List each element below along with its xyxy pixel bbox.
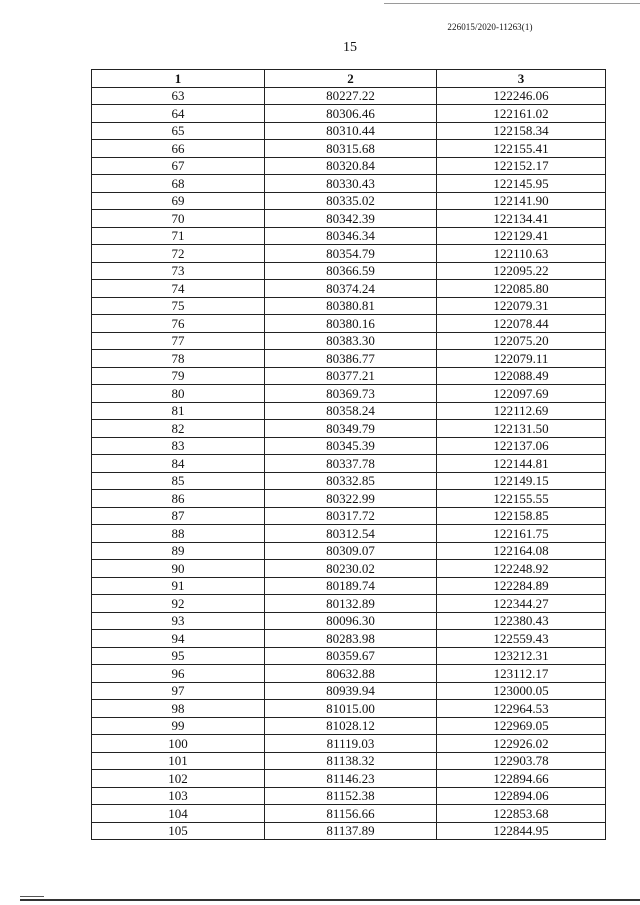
y-coordinate-cell: 122085.80	[437, 280, 606, 298]
y-coordinate-cell: 122248.92	[437, 560, 606, 578]
point-number-cell: 74	[92, 280, 265, 298]
y-coordinate-cell: 123000.05	[437, 682, 606, 700]
x-coordinate-cell: 81015.00	[265, 700, 437, 718]
table-row	[92, 245, 606, 263]
table-row	[92, 227, 606, 245]
table-row	[92, 157, 606, 175]
table-row	[92, 280, 606, 298]
point-number-cell: 81	[92, 402, 265, 420]
point-number-cell: 86	[92, 490, 265, 508]
x-coordinate-cell: 80359.67	[265, 647, 437, 665]
table-row	[92, 595, 606, 613]
point-number-cell: 87	[92, 507, 265, 525]
point-number-cell: 94	[92, 630, 265, 648]
point-number-cell: 84	[92, 455, 265, 473]
table-row	[92, 105, 606, 123]
x-coordinate-cell: 80322.99	[265, 490, 437, 508]
header-row	[92, 70, 606, 88]
x-coordinate-cell: 80330.43	[265, 175, 437, 193]
point-number-cell: 92	[92, 595, 265, 613]
table-row	[92, 315, 606, 333]
x-coordinate-cell: 81138.32	[265, 752, 437, 770]
table-header	[92, 70, 606, 88]
x-coordinate-cell: 80354.79	[265, 245, 437, 263]
point-number-cell: 96	[92, 665, 265, 683]
point-number-cell: 105	[92, 822, 265, 840]
table-row	[92, 787, 606, 805]
point-number-cell: 100	[92, 735, 265, 753]
y-coordinate-cell: 122246.06	[437, 87, 606, 105]
x-coordinate-cell: 80320.84	[265, 157, 437, 175]
y-coordinate-cell: 122380.43	[437, 612, 606, 630]
x-coordinate-cell: 80342.39	[265, 210, 437, 228]
point-number-cell: 68	[92, 175, 265, 193]
table-row	[92, 805, 606, 823]
table-row	[92, 682, 606, 700]
y-coordinate-cell: 122853.68	[437, 805, 606, 823]
table-row	[92, 262, 606, 280]
x-coordinate-cell: 80283.98	[265, 630, 437, 648]
y-coordinate-cell: 122844.95	[437, 822, 606, 840]
column-header-2: 2	[265, 70, 437, 88]
point-number-cell: 77	[92, 332, 265, 350]
y-coordinate-cell: 122969.05	[437, 717, 606, 735]
table-row	[92, 647, 606, 665]
table-row	[92, 420, 606, 438]
x-coordinate-cell: 80349.79	[265, 420, 437, 438]
footer-rule	[20, 899, 640, 901]
point-number-cell: 104	[92, 805, 265, 823]
table-row	[92, 665, 606, 683]
y-coordinate-cell: 122964.53	[437, 700, 606, 718]
x-coordinate-cell: 80132.89	[265, 595, 437, 613]
point-number-cell: 79	[92, 367, 265, 385]
point-number-cell: 73	[92, 262, 265, 280]
x-coordinate-cell: 80380.16	[265, 315, 437, 333]
y-coordinate-cell: 122894.06	[437, 787, 606, 805]
top-rule	[384, 3, 640, 4]
y-coordinate-cell: 122344.27	[437, 595, 606, 613]
x-coordinate-cell: 80230.02	[265, 560, 437, 578]
table-row	[92, 437, 606, 455]
y-coordinate-cell: 122112.69	[437, 402, 606, 420]
table-row	[92, 735, 606, 753]
page-number: 15	[343, 40, 357, 55]
y-coordinate-cell: 122088.49	[437, 367, 606, 385]
x-coordinate-cell: 81119.03	[265, 735, 437, 753]
table-row	[92, 612, 606, 630]
y-coordinate-cell: 122078.44	[437, 315, 606, 333]
table-row	[92, 455, 606, 473]
document-reference: 226015/2020-11263(1)	[447, 22, 533, 32]
y-coordinate-cell: 122161.02	[437, 105, 606, 123]
x-coordinate-cell: 81146.23	[265, 770, 437, 788]
table-row	[92, 87, 606, 105]
x-coordinate-cell: 80374.24	[265, 280, 437, 298]
y-coordinate-cell: 122075.20	[437, 332, 606, 350]
point-number-cell: 82	[92, 420, 265, 438]
table-row	[92, 752, 606, 770]
point-number-cell: 70	[92, 210, 265, 228]
point-number-cell: 85	[92, 472, 265, 490]
x-coordinate-cell: 80189.74	[265, 577, 437, 595]
x-coordinate-cell: 80369.73	[265, 385, 437, 403]
table-row	[92, 210, 606, 228]
x-coordinate-cell: 80632.88	[265, 665, 437, 683]
x-coordinate-cell: 80939.94	[265, 682, 437, 700]
point-number-cell: 65	[92, 122, 265, 140]
x-coordinate-cell: 80383.30	[265, 332, 437, 350]
x-coordinate-cell: 80310.44	[265, 122, 437, 140]
x-coordinate-cell: 80345.39	[265, 437, 437, 455]
point-number-cell: 103	[92, 787, 265, 805]
y-coordinate-cell: 122158.85	[437, 507, 606, 525]
table-row	[92, 542, 606, 560]
point-number-cell: 76	[92, 315, 265, 333]
x-coordinate-cell: 80358.24	[265, 402, 437, 420]
point-number-cell: 91	[92, 577, 265, 595]
table-row	[92, 332, 606, 350]
table-row	[92, 700, 606, 718]
y-coordinate-cell: 122129.41	[437, 227, 606, 245]
table-row	[92, 525, 606, 543]
y-coordinate-cell: 122161.75	[437, 525, 606, 543]
x-coordinate-cell: 80377.21	[265, 367, 437, 385]
table-row	[92, 367, 606, 385]
table-body	[92, 87, 606, 840]
point-number-cell: 99	[92, 717, 265, 735]
x-coordinate-cell: 80315.68	[265, 140, 437, 158]
x-coordinate-cell: 81152.38	[265, 787, 437, 805]
point-number-cell: 101	[92, 752, 265, 770]
table-row	[92, 507, 606, 525]
table-row	[92, 717, 606, 735]
point-number-cell: 67	[92, 157, 265, 175]
x-coordinate-cell: 80332.85	[265, 472, 437, 490]
y-coordinate-cell: 122158.34	[437, 122, 606, 140]
y-coordinate-cell: 122137.06	[437, 437, 606, 455]
y-coordinate-cell: 122284.89	[437, 577, 606, 595]
point-number-cell: 83	[92, 437, 265, 455]
table-row	[92, 577, 606, 595]
point-number-cell: 88	[92, 525, 265, 543]
y-coordinate-cell: 122079.11	[437, 350, 606, 368]
x-coordinate-cell: 80096.30	[265, 612, 437, 630]
table-row	[92, 175, 606, 193]
x-coordinate-cell: 81156.66	[265, 805, 437, 823]
y-coordinate-cell: 122144.81	[437, 455, 606, 473]
column-header-3: 3	[437, 70, 606, 88]
point-number-cell: 80	[92, 385, 265, 403]
x-coordinate-cell: 80227.22	[265, 87, 437, 105]
table-row	[92, 472, 606, 490]
table-row	[92, 192, 606, 210]
coordinates-table	[91, 69, 606, 840]
table-row	[92, 297, 606, 315]
y-coordinate-cell: 122164.08	[437, 542, 606, 560]
table-row	[92, 490, 606, 508]
table-row	[92, 350, 606, 368]
point-number-cell: 98	[92, 700, 265, 718]
y-coordinate-cell: 122079.31	[437, 297, 606, 315]
x-coordinate-cell: 80317.72	[265, 507, 437, 525]
y-coordinate-cell: 122152.17	[437, 157, 606, 175]
table-row	[92, 770, 606, 788]
column-header-1: 1	[92, 70, 265, 88]
point-number-cell: 69	[92, 192, 265, 210]
point-number-cell: 90	[92, 560, 265, 578]
y-coordinate-cell: 122131.50	[437, 420, 606, 438]
y-coordinate-cell: 122141.90	[437, 192, 606, 210]
x-coordinate-cell: 80380.81	[265, 297, 437, 315]
y-coordinate-cell: 122926.02	[437, 735, 606, 753]
point-number-cell: 63	[92, 87, 265, 105]
y-coordinate-cell: 123112.17	[437, 665, 606, 683]
point-number-cell: 97	[92, 682, 265, 700]
y-coordinate-cell: 122095.22	[437, 262, 606, 280]
point-number-cell: 102	[92, 770, 265, 788]
y-coordinate-cell: 122155.55	[437, 490, 606, 508]
x-coordinate-cell: 80309.07	[265, 542, 437, 560]
y-coordinate-cell: 122110.63	[437, 245, 606, 263]
point-number-cell: 66	[92, 140, 265, 158]
y-coordinate-cell: 122903.78	[437, 752, 606, 770]
table-row	[92, 630, 606, 648]
y-coordinate-cell: 122559.43	[437, 630, 606, 648]
y-coordinate-cell: 122155.41	[437, 140, 606, 158]
x-coordinate-cell: 80346.34	[265, 227, 437, 245]
x-coordinate-cell: 80335.02	[265, 192, 437, 210]
y-coordinate-cell: 122145.95	[437, 175, 606, 193]
point-number-cell: 93	[92, 612, 265, 630]
y-coordinate-cell: 122134.41	[437, 210, 606, 228]
x-coordinate-cell: 80306.46	[265, 105, 437, 123]
x-coordinate-cell: 81028.12	[265, 717, 437, 735]
y-coordinate-cell: 122894.66	[437, 770, 606, 788]
point-number-cell: 64	[92, 105, 265, 123]
x-coordinate-cell: 80386.77	[265, 350, 437, 368]
y-coordinate-cell: 122097.69	[437, 385, 606, 403]
x-coordinate-cell: 80366.59	[265, 262, 437, 280]
table-row	[92, 560, 606, 578]
table-row	[92, 822, 606, 840]
table-row	[92, 140, 606, 158]
footer-short-rule	[20, 896, 44, 897]
table-row	[92, 385, 606, 403]
table-row	[92, 122, 606, 140]
point-number-cell: 72	[92, 245, 265, 263]
table-row	[92, 402, 606, 420]
point-number-cell: 95	[92, 647, 265, 665]
point-number-cell: 78	[92, 350, 265, 368]
x-coordinate-cell: 80337.78	[265, 455, 437, 473]
y-coordinate-cell: 123212.31	[437, 647, 606, 665]
x-coordinate-cell: 80312.54	[265, 525, 437, 543]
x-coordinate-cell: 81137.89	[265, 822, 437, 840]
point-number-cell: 75	[92, 297, 265, 315]
point-number-cell: 71	[92, 227, 265, 245]
point-number-cell: 89	[92, 542, 265, 560]
y-coordinate-cell: 122149.15	[437, 472, 606, 490]
